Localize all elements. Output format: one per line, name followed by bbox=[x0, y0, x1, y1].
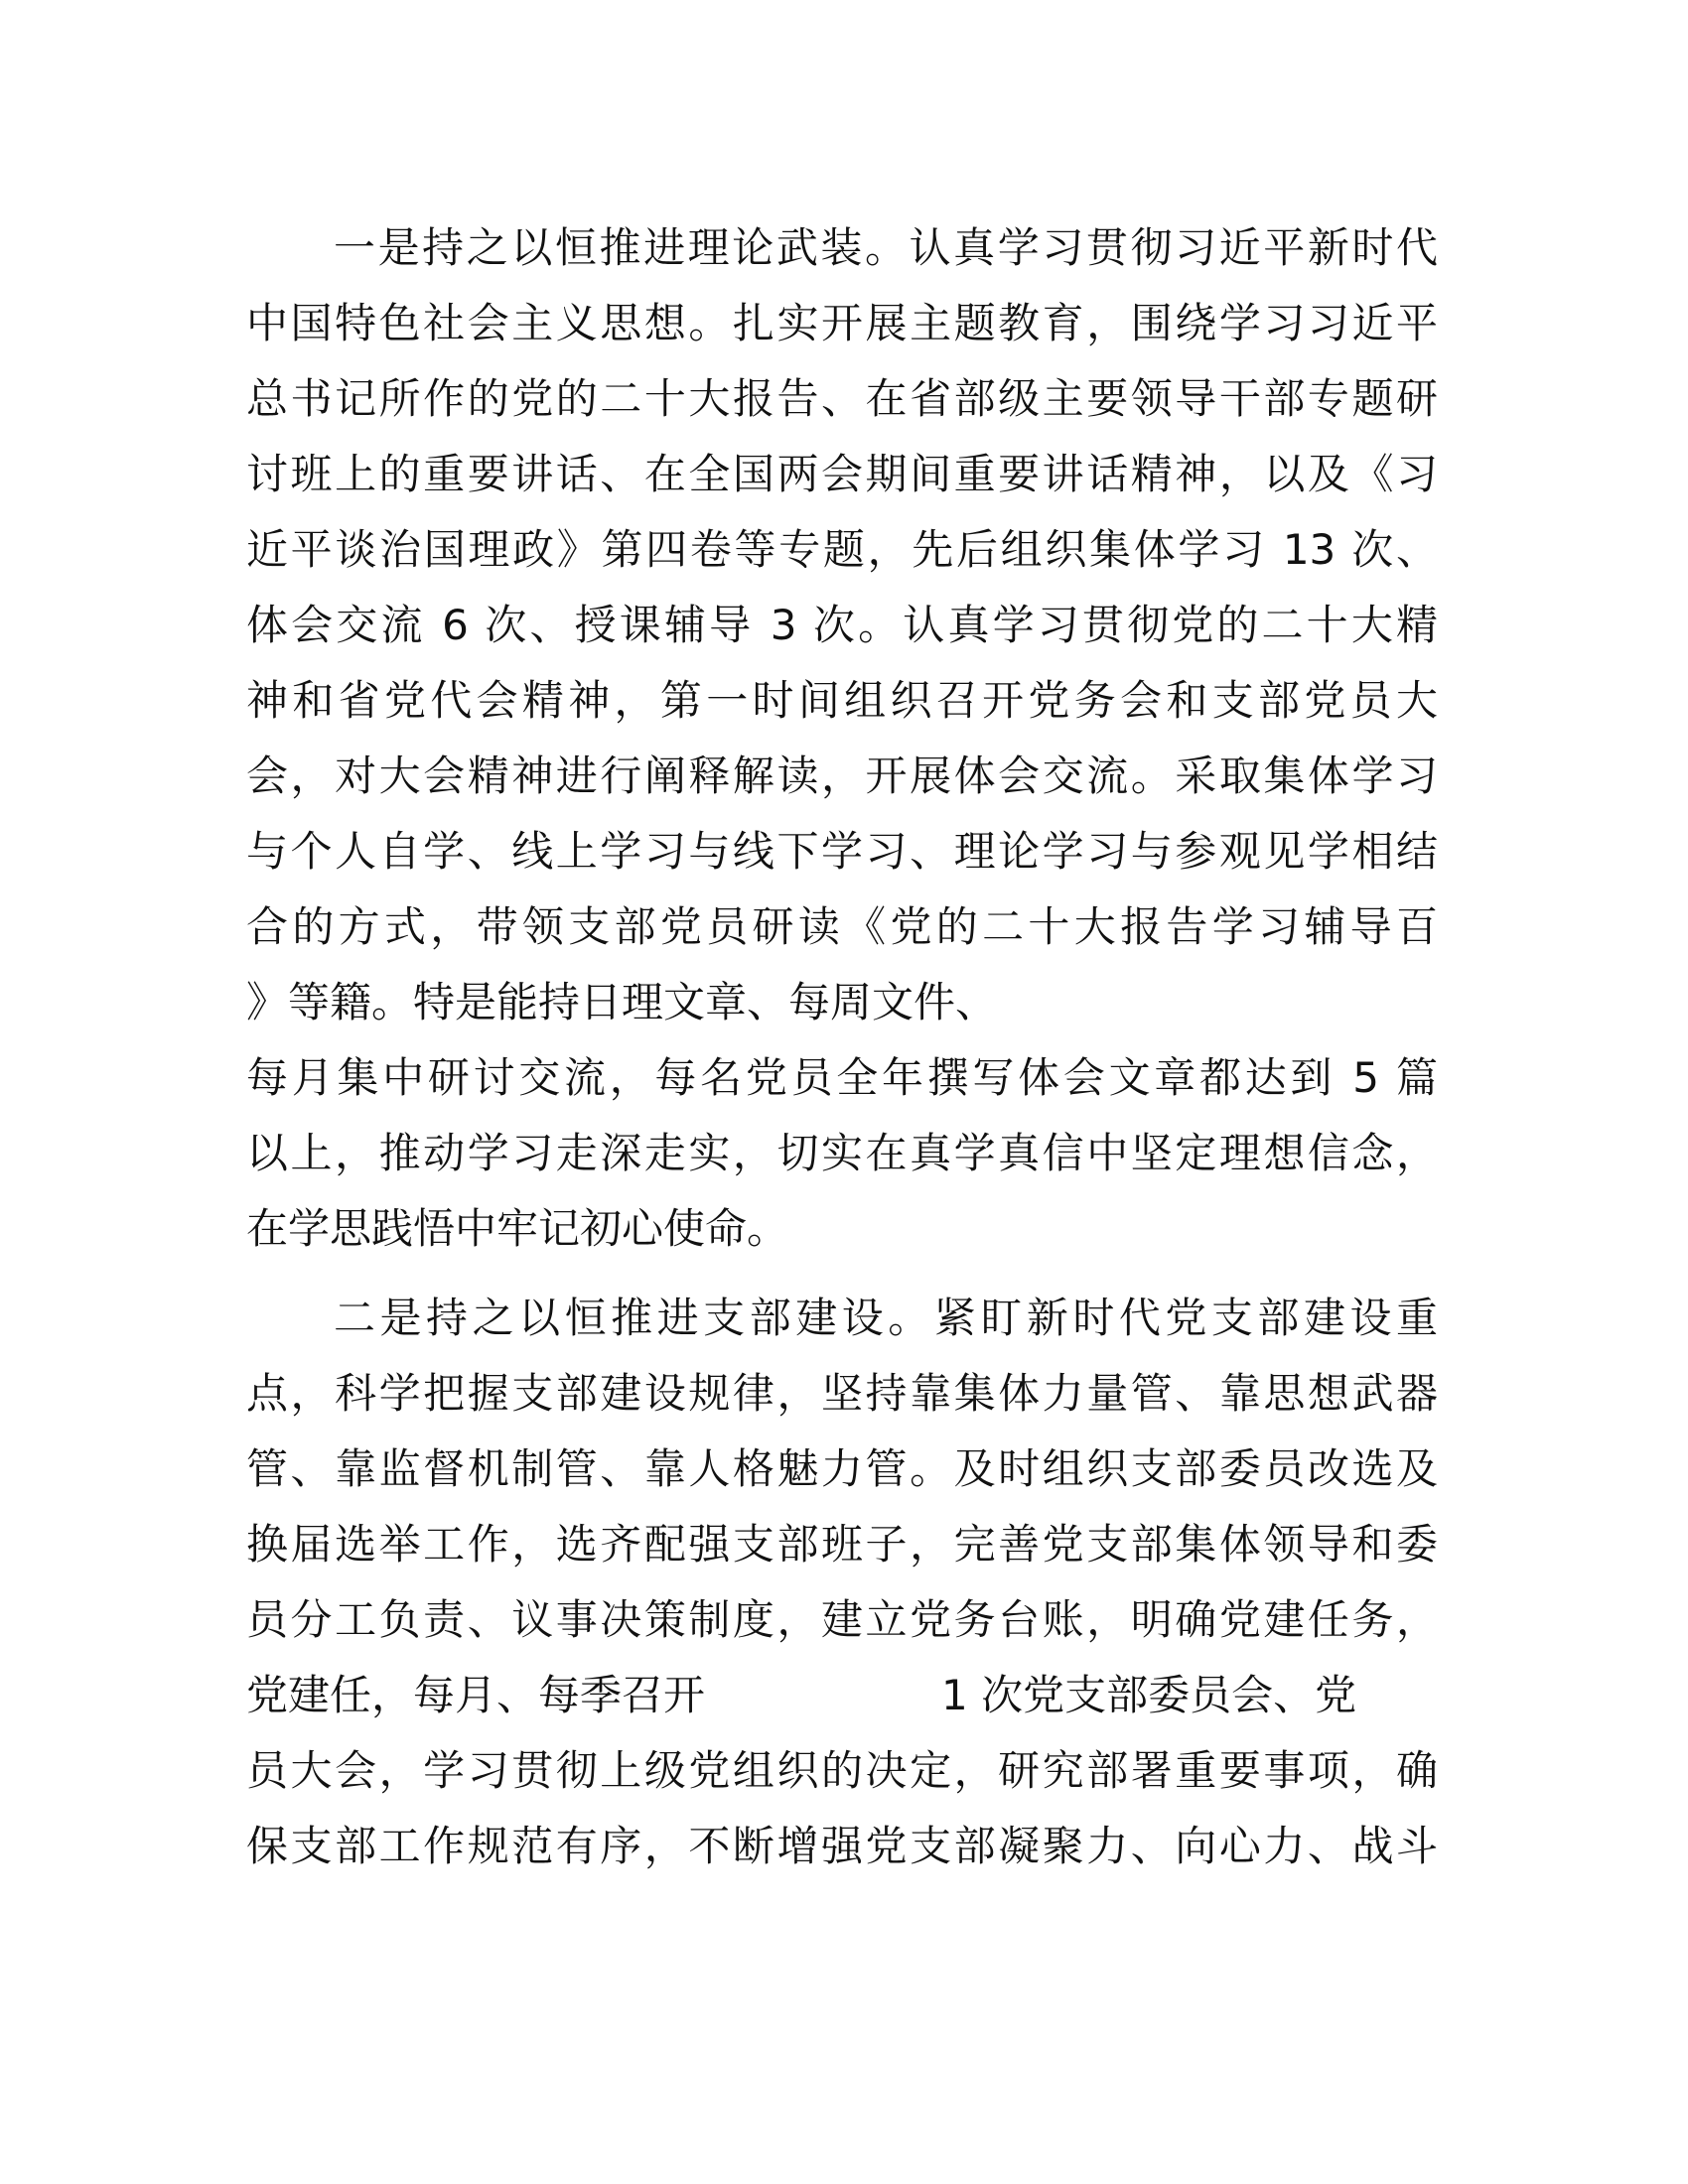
text-line: 》等籍。特是能持日理文章、每周文件、 bbox=[246, 978, 998, 1026]
text-line: 点，科学把握支部建设规律，坚持靠集体力量管、靠思想武器 bbox=[246, 1369, 1438, 1418]
text-line: 二是持之以恒推进支部建设。紧盯新时代党支部建设重 bbox=[334, 1294, 1438, 1342]
text-line: 每月集中研讨交流，每名党员全年撰写体会文章都达到 5 篇 bbox=[246, 1053, 1438, 1102]
text-line-split bbox=[246, 1658, 1438, 1733]
text-line: 换届选举工作，选齐配强支部班子，完善党支部集体领导和委 bbox=[246, 1520, 1438, 1569]
text-line: 与个人自学、线上学习与线下学习、理论学习与参观见学相结 bbox=[246, 827, 1438, 876]
text-line: 总书记所作的党的二十大报告、在省部级主要领导干部专题研 bbox=[246, 374, 1438, 423]
text-line: 保支部工作规范有序，不断增强党支部凝聚力、向心力、战斗 bbox=[246, 1822, 1438, 1870]
text-line: 讨班上的重要讲话、在全国两会期间重要讲话精神，以及《习 bbox=[246, 450, 1438, 498]
text-line: 在学思践悟中牢记初心使命。 bbox=[246, 1204, 789, 1253]
text-line: 中国特色社会主义思想。扎实开展主题教育，围绕学习习近平 bbox=[246, 299, 1438, 347]
text-line: 合的方式，带领支部党员研读《党的二十大报告学习辅导百 bbox=[246, 902, 1438, 951]
text-line: 体会交流 6 次、授课辅导 3 次。认真学习贯彻党的二十大精 bbox=[246, 601, 1438, 649]
text-line: 会，对大会精神进行阐释解读，开展体会交流。采取集体学习 bbox=[246, 751, 1438, 800]
text-line: 神和省党代会精神，第一时间组织召开党务会和支部党员大 bbox=[246, 676, 1438, 725]
text-line: 近平谈治国理政》第四卷等专题，先后组织集体学习 13 次、 bbox=[246, 525, 1438, 574]
text-line: 一是持之以恒推进理论武装。认真学习贯彻习近平新时代 bbox=[334, 223, 1438, 272]
text-line: 员大会，学习贯彻上级党组织的决定，研究部署重要事项，确 bbox=[246, 1746, 1438, 1795]
text-segment: 1 次党支部委员会、党 bbox=[941, 1671, 1357, 1719]
text-segment: 党建任，每月、每季召开 bbox=[246, 1671, 706, 1719]
text-line: 以上，推动学习走深走实，切实在真学真信中坚定理想信念， bbox=[246, 1129, 1438, 1177]
text-line: 管、靠监督机制管、靠人格魅力管。及时组织支部委员改选及 bbox=[246, 1444, 1438, 1493]
text-line: 员分工负责、议事决策制度，建立党务台账，明确党建任务， bbox=[246, 1595, 1438, 1644]
